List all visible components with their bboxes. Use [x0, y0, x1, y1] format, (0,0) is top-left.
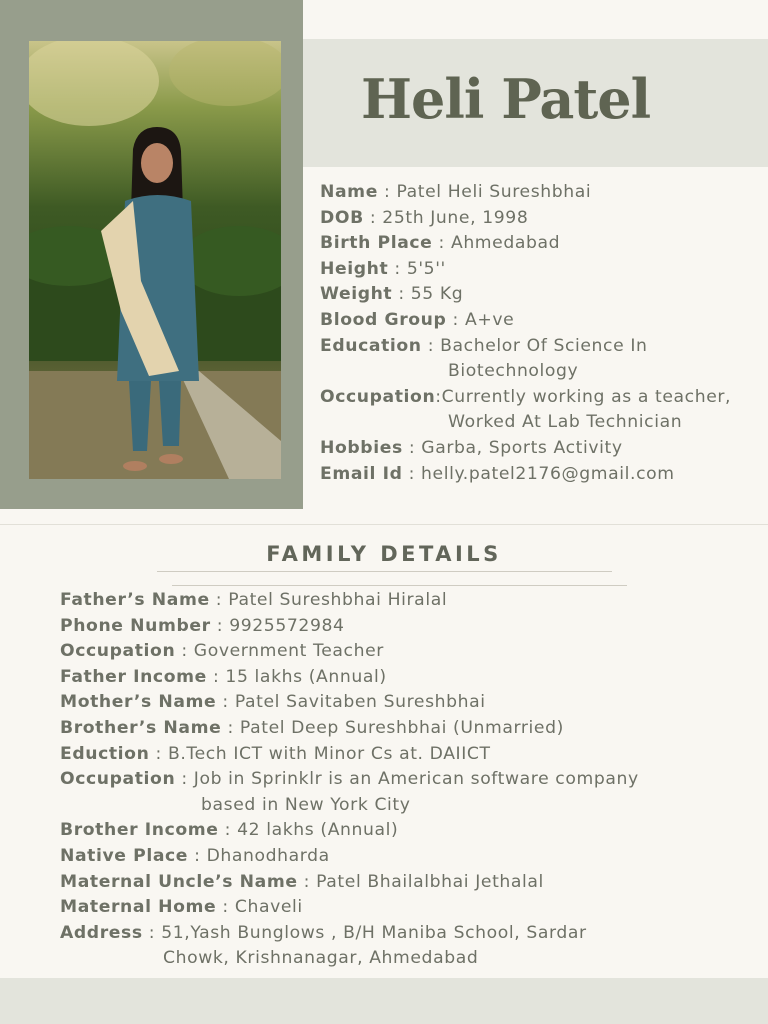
detail-value: : A+ve [446, 309, 515, 330]
detail-row-hobbies [320, 436, 766, 462]
portrait-illustration [29, 41, 281, 479]
detail-row-email [320, 462, 766, 488]
detail-row-weight [320, 282, 766, 308]
detail-row-height [320, 257, 766, 283]
family-details [60, 588, 760, 972]
family-label: Father Income [60, 666, 207, 687]
family-label: Occupation [60, 641, 176, 662]
detail-value: : 55 Kg [392, 284, 464, 305]
family-value: : 9925572984 [210, 615, 345, 636]
detail-row-blood-group [320, 308, 766, 334]
family-row [60, 690, 760, 716]
detail-label: Weight [320, 284, 393, 305]
family-label: Occupation [60, 769, 176, 790]
detail-value: : Ahmedabad [432, 233, 561, 254]
family-value: : Government Teacher [175, 641, 384, 662]
detail-row-occupation [320, 385, 766, 411]
family-label: Maternal Uncle’s Name [60, 871, 298, 892]
detail-label: Education [320, 335, 422, 356]
detail-label: Name [320, 182, 378, 202]
detail-value: : helly.patel2176@gmail.com [402, 463, 675, 484]
family-label: Address [60, 922, 143, 943]
detail-row-birth-place [320, 231, 766, 257]
page-title: Heli Patel [361, 67, 651, 131]
family-label: Phone Number [60, 615, 211, 636]
family-label: Brother’s Name [60, 717, 222, 738]
photo-frame [0, 0, 303, 509]
family-value: : 15 lakhs (Annual) [206, 666, 387, 687]
detail-label: Occupation [320, 386, 436, 407]
detail-value-continuation: Worked At Lab Technician [448, 412, 683, 433]
detail-value: : Garba, Sports Activity [402, 437, 623, 458]
family-row [60, 895, 760, 921]
detail-value: : Patel Heli Sureshbhai [377, 182, 592, 202]
family-value: : Patel Deep Sureshbhai (Unmarried) [221, 717, 564, 738]
family-row [60, 870, 760, 896]
personal-details [320, 180, 766, 487]
family-value: : B.Tech ICT with Minor Cs at. DAIICT [149, 743, 491, 764]
family-value-continuation: based in New York City [201, 794, 411, 815]
family-row [60, 844, 760, 870]
family-row [60, 742, 760, 768]
detail-label: Blood Group [320, 309, 447, 330]
family-value: : Patel Bhailalbhai Jethalal [297, 871, 544, 892]
family-label: Brother Income [60, 820, 219, 841]
detail-label: Email Id [320, 463, 403, 484]
family-value: : Patel Sureshbhai Hiralal [209, 590, 448, 610]
detail-label: Height [320, 258, 389, 279]
family-value: : Dhanodharda [188, 845, 330, 866]
family-label: Native Place [60, 845, 189, 866]
detail-value: : 5'5'' [388, 258, 446, 279]
family-value: : Patel Savitaben Sureshbhai [216, 692, 486, 713]
detail-label: Birth Place [320, 233, 433, 254]
family-label: Eduction [60, 743, 150, 764]
family-label: Father’s Name [60, 590, 210, 610]
family-label: Maternal Home [60, 897, 217, 918]
family-section-title: FAMILY DETAILS [266, 542, 502, 566]
detail-label: DOB [320, 207, 364, 228]
family-row-continuation [60, 946, 760, 972]
detail-label: Hobbies [320, 437, 403, 458]
family-row [60, 665, 760, 691]
footer-band [0, 978, 768, 1024]
detail-row-dob [320, 206, 766, 232]
family-row [60, 921, 760, 947]
family-row [60, 767, 760, 793]
family-value: : 51,Yash Bunglows , B/H Maniba School, Sardar [142, 922, 587, 943]
detail-value: : Bachelor Of Science In [421, 335, 648, 356]
detail-row-continuation [320, 410, 766, 436]
family-row [60, 639, 760, 665]
detail-row-continuation [320, 359, 766, 385]
detail-value-continuation: Biotechnology [448, 361, 579, 382]
section-divider [0, 524, 768, 525]
family-row [60, 818, 760, 844]
family-row [60, 588, 760, 614]
title-rule [157, 571, 612, 572]
family-value: : Job in Sprinklr is an American software company [175, 769, 639, 790]
detail-row-education [320, 334, 766, 360]
detail-row-name [320, 180, 766, 206]
family-row [60, 614, 760, 640]
detail-value: :Currently working as a teacher, [435, 386, 732, 407]
family-label: Mother’s Name [60, 692, 217, 713]
family-value-continuation: Chowk, Krishnanagar, Ahmedabad [163, 948, 479, 969]
portrait-photo [29, 41, 281, 479]
name-banner [303, 39, 768, 167]
family-value: : Chaveli [216, 897, 303, 918]
family-value: : 42 lakhs (Annual) [218, 820, 399, 841]
detail-value: : 25th June, 1998 [363, 207, 529, 228]
family-row [60, 716, 760, 742]
family-row-continuation [60, 793, 760, 819]
title-rule [172, 585, 627, 586]
